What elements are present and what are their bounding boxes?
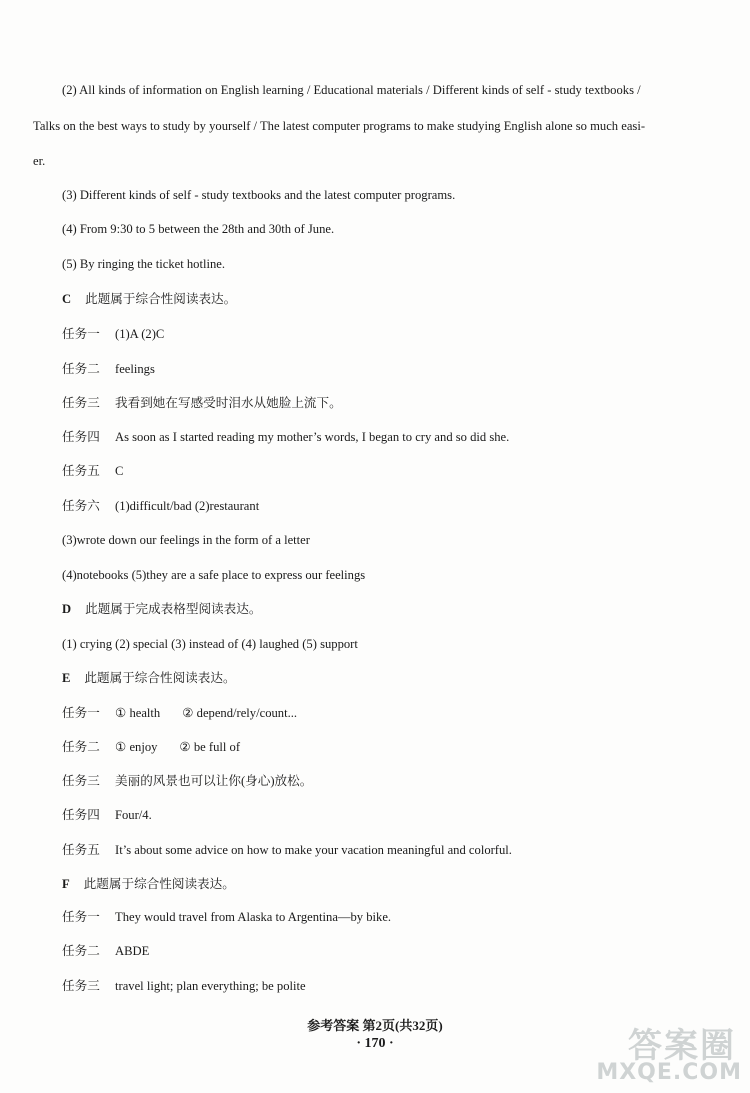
task-tag: 任务二 [62,740,100,754]
answer-line: (3) Different kinds of self - study textbooks and the latest computer programs. [62,188,456,202]
answer-line: (4) From 9:30 to 5 between the 28th and 30th of June. [62,222,335,236]
task-answer: (1)A (2)C [115,327,165,341]
task-tag: 任务五 [62,843,100,857]
task-tag: 任务六 [62,499,100,513]
section-title: 此题属于完成表格型阅读表达。 [85,602,262,616]
task-line [62,943,149,959]
answer-line: (2) All kinds of information on English learning / Educational materials / Different kinds of self - study textbooks / [62,83,641,97]
task-answer: It’s about some advice on how to make your vacation meaningful and colorful. [115,843,512,857]
task-line [62,463,123,479]
answer-line: (4)notebooks (5)they are a safe place to express our feelings [62,568,366,582]
task-answer: ABDE [115,944,150,958]
task-answer: C [115,464,124,478]
task-line [62,978,306,994]
section-d-heading [62,601,261,617]
task-answer: 美丽的风景也可以让你(身心)放松。 [115,774,313,788]
section-title: 此题属于综合性阅读表达。 [85,292,237,306]
task-tag: 任务三 [62,979,100,993]
task-tag: 任务二 [62,362,100,376]
page-number: · 170 · [356,1036,394,1051]
task-answer: ② depend/rely/count... [182,706,298,720]
task-tag: 任务四 [62,430,100,444]
answer-line: er. [33,154,46,168]
section-f-heading [62,876,235,892]
section-title: 此题属于综合性阅读表达。 [84,671,236,685]
section-letter: C [62,292,72,306]
answer-line: (3)wrote down our feelings in the form of a letter [62,533,310,547]
task-tag: 任务三 [62,774,100,788]
task-answer: ① enjoy [115,740,158,754]
section-e-heading [62,670,236,686]
task-answer: travel light; plan everything; be polite [115,979,306,993]
task-tag: 任务五 [62,464,100,478]
task-line [62,326,164,342]
task-line [62,773,312,789]
section-c-heading [62,291,236,307]
task-tag: 任务四 [62,808,100,822]
task-line [62,361,155,377]
task-line [62,807,152,823]
task-line [62,842,512,858]
task-answer: They would travel from Alaska to Argentina—by bike. [115,910,392,924]
task-tag: 任务一 [62,910,100,924]
answer-line: Talks on the best ways to study by yourself / The latest computer programs to make studying English alone so much easi- [33,119,646,133]
answer-line: (1) crying (2) special (3) instead of (4) laughed (5) support [62,637,358,651]
footer-caption: 参考答案 第2页(共32页) [307,1018,443,1033]
task-line [62,498,259,514]
task-line [62,739,240,755]
task-tag: 任务一 [62,706,100,720]
task-answer: 我看到她在写感受时泪水从她脸上流下。 [115,396,342,410]
watermark-logo: 答案圈 [628,1026,736,1066]
task-answer: (1)difficult/bad (2)restaurant [115,499,260,513]
section-letter: F [62,877,70,891]
section-title: 此题属于综合性阅读表达。 [83,877,235,891]
answer-line: (5) By ringing the ticket hotline. [62,257,225,271]
task-line [62,429,509,445]
task-line [62,909,391,925]
task-answer: As soon as I started reading my mother’s words, I began to cry and so did she. [115,430,510,444]
task-tag: 任务三 [62,396,100,410]
task-tag: 任务二 [62,944,100,958]
task-answer: ② be full of [179,740,241,754]
task-line [62,705,297,721]
site-watermark [596,1018,742,1090]
section-letter: E [62,671,71,685]
watermark-url: MXQE.COM [596,1060,742,1085]
task-tag: 任务一 [62,327,100,341]
task-answer: ① health [115,706,161,720]
task-answer: Four/4. [115,808,152,822]
task-line [62,395,342,411]
task-answer: feelings [115,362,155,376]
section-letter: D [62,602,72,616]
